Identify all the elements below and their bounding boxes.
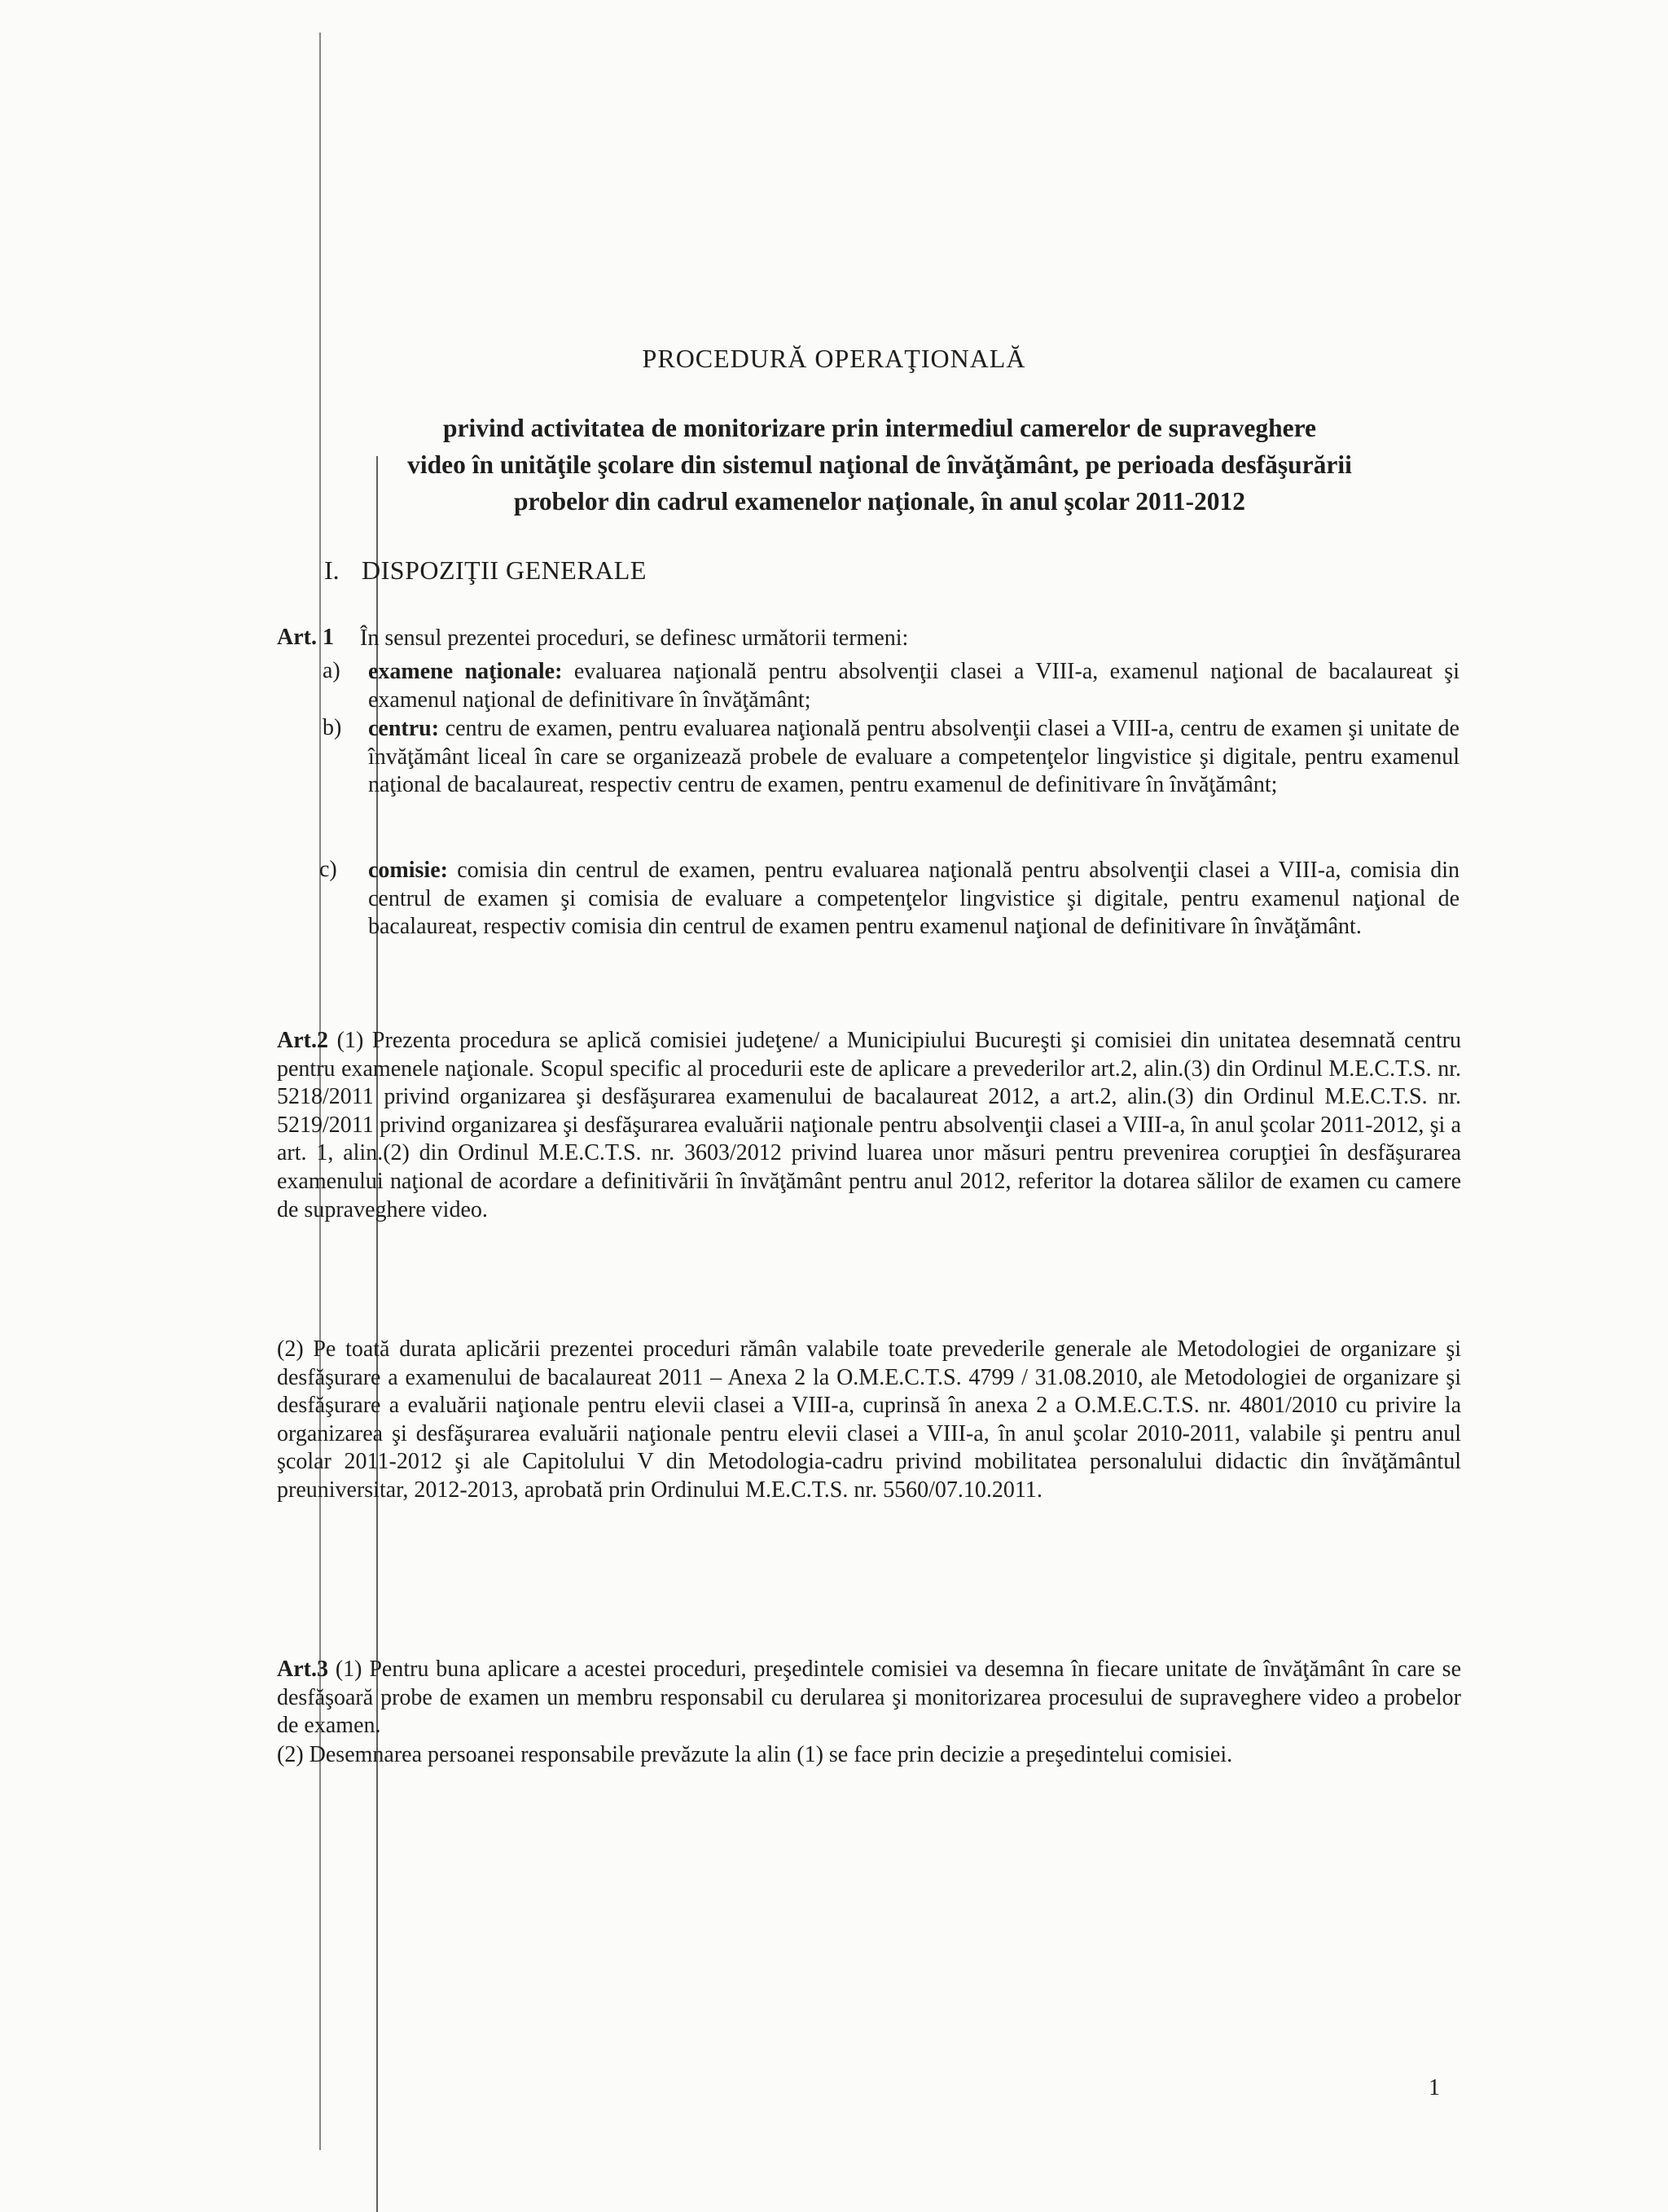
article-2-paragraph-2: (2) Pe toată durata aplicării prezentei proceduri rămân valabile toate prevederile generale ale Metodologiei de organizare şi desfăşurare a examenului de bacalaureat 2011 – Anexa 2 la O.M.E.C.T.S. 4799 / 31.08.2010, ale Metodologiei de organizare şi desfăşurare a evaluării naţionale pentru elevii clasei a VIII-a, cuprinsă în anexa 2 a O.M.E.C.T.S. nr. 4801/2010 cu privire la organizarea şi desfăşurarea evaluării naţionale pentru elevii clasei a VIII-a, în anul şcolar 2010-2011, valabile şi pentru anul şcolar 2011-2012 şi ale Capitolului V din Metodologia-cadru privind mobilitatea personalului didactic din învăţământul preuniversitar, 2012-2013, aprobată prin Ordinului M.E.C.T.S. nr. 5560/07.10.2011.	[277, 1336, 1461, 1503]
item-letter: a)	[323, 658, 340, 683]
section-number: I.	[324, 555, 340, 585]
definition-text: comisia din centrul de examen, pentru evaluarea naţională pentru absolvenţii clasei a VIII-a, comisia din centrul de examen şi comisia de evaluare a competenţelor lingvistice şi digitale, pentru examenul naţional de bacalaureat, respectiv comisia din centrul de examen pentru examenul naţional de definitivare în învăţământ.	[368, 858, 1460, 940]
definition-term: comisie:	[368, 858, 448, 883]
article-3-p1-text: (1) Pentru buna aplicare a acestei proceduri, preşedintele comisiei va desemna în fiecare unitate de învăţământ în care se desfăşoară probe de examen un membru responsabil cu derularea şi monitorizarea procesului de supraveghere video a probelor de examen.	[277, 1657, 1462, 1739]
definition-text: evaluarea naţională pentru absolvenţii clasei a VIII-a, examenul naţional de bacalaureat şi examenul naţional de definitivare în învăţământ;	[368, 659, 1460, 713]
section-title: DISPOZIŢII GENERALE	[362, 555, 647, 585]
article-2-label: Art.2	[277, 1028, 328, 1053]
document-title: PROCEDURĂ OPERAŢIONALĂ	[642, 344, 1026, 373]
definition-term: centru:	[368, 716, 440, 741]
definition-term: examene naţionale:	[368, 659, 563, 684]
subtitle-line: privind activitatea de monitorizare prin intermediul camerelor de supraveghere	[443, 414, 1316, 442]
article-3-paragraph-1	[277, 1656, 1461, 1740]
item-letter: c)	[319, 857, 337, 882]
definition-item	[368, 857, 1460, 941]
page-number: 1	[1429, 2075, 1440, 2100]
article-2-paragraph-1	[277, 1027, 1461, 1224]
article-1-label: Art. 1	[277, 625, 334, 650]
definition-text: centru de examen, pentru evaluarea naţională pentru absolvenţii clasei a VIII-a, centru de examen şi unitate de învăţământ liceal în care se organizează probele de evaluare a competenţelor lingvistice şi digitale, pentru examenul naţional de bacalaureat, respectiv centru de examen, pentru examenul de definitivare în învăţământ;	[368, 716, 1460, 798]
article-3-paragraph-2: (2) Desemnarea persoanei responsabile prevăzute la alin (1) se face prin decizie a preşedintelui comisiei.	[277, 1742, 1233, 1767]
article-1-intro: În sensul prezentei proceduri, se definesc următorii termeni:	[360, 625, 909, 651]
subtitle-line: probelor din cadrul examenelor naţionale, în anul şcolar 2011-2012	[513, 487, 1246, 516]
definition-item	[368, 658, 1460, 714]
subtitle-line: video în unităţile şcolare din sistemul naţional de învăţământ, pe perioada desfăşurării	[407, 450, 1352, 479]
article-3-label: Art.3	[277, 1657, 328, 1682]
item-letter: b)	[323, 715, 342, 740]
article-2-p1-text: (1) Prezenta procedura se aplică comisiei judeţene/ a Municipiului Bucureşti şi comisiei din unitatea desemnată centru pentru examenele naţionale. Scopul specific al procedurii este de aplicare a prevederilor art.2, alin.(3) din Ordinul M.E.C.T.S. nr. 5218/2011 privind organizarea şi desfăşurarea examenului de bacalaureat 2012, a art.2, alin.(3) din Ordinul M.E.C.T.S. nr. 5219/2011 privind organizarea şi desfăşurarea evaluării naţionale pentru absolvenţii clasei a VIII-a, în anul şcolar 2011-2012, şi a art. 1, alin.(2) din Ordinul M.E.C.T.S. nr. 3603/2012 privind luarea unor măsuri pentru prevenirea corupţiei în desfăşurarea examenului naţional de acordare a definitivării în învăţământ pentru anul 2012, referitor la dotarea sălilor de examen cu camere de supraveghere video.	[277, 1028, 1462, 1222]
definition-item	[368, 715, 1460, 800]
document-subtitle	[293, 410, 1466, 520]
